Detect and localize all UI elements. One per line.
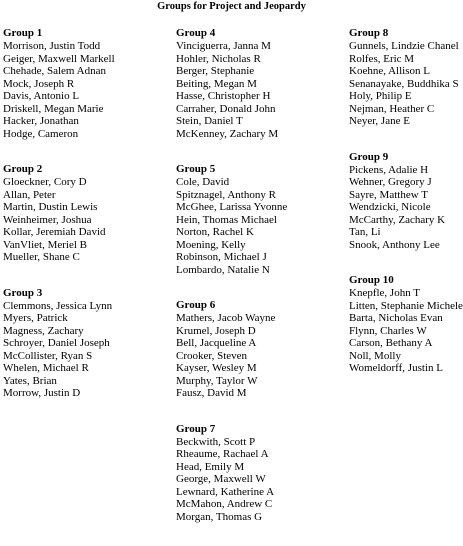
group-member: Vinciguerra, Janna M [176, 40, 271, 52]
column [349, 27, 463, 398]
group-member: Davis, Antonio L [3, 90, 80, 102]
group-member: Hasse, Christopher H [176, 90, 271, 102]
group-member: Wendzicki, Nicole [349, 201, 431, 213]
group-member: Mock, Joseph R [3, 77, 75, 90]
group-block [349, 151, 463, 252]
group-member: Murphy, Taylor W [176, 374, 258, 387]
group-member: Cole, David [176, 176, 230, 188]
group-member: Noll, Molly [349, 349, 401, 362]
group-member: Lewnard, Katherine A [176, 485, 275, 498]
group-heading: Group 2 [3, 163, 43, 175]
group-member: Rheaume, Rachael A [176, 448, 269, 460]
page-title: Groups for Project and Jeopardy [157, 1, 306, 12]
group-block [176, 423, 344, 524]
group-block [349, 274, 463, 375]
group-member: Head, Emily M [176, 460, 245, 473]
group-member: Koehne, Allison L [349, 65, 430, 77]
group-member: Allan, Peter [3, 188, 56, 201]
group-block [3, 163, 171, 264]
group-member: Kayser, Wesley M [176, 362, 257, 374]
group-member: Driskell, Megan Marie [3, 102, 104, 115]
group-member: Chehade, Salem Adnan [3, 65, 106, 77]
group-block [349, 27, 463, 128]
group-member: Norton, Rachel K [176, 226, 254, 238]
group-member: Magness, Zachary [3, 324, 84, 337]
group-member: Womeldorff, Justin L [349, 362, 443, 374]
group-heading: Group 5 [176, 163, 216, 175]
group-member: Martin, Dustin Lewis [3, 201, 98, 213]
group-heading: Group 6 [176, 299, 216, 311]
group-member: Bell, Jacqueline A [176, 337, 257, 349]
group-member: McCollister, Ryan S [3, 349, 93, 362]
group-member: Berger, Stephanie [176, 65, 255, 77]
group-member: Hodge, Cameron [3, 127, 79, 140]
group-member: Hacker, Jonathan [3, 115, 79, 127]
group-member: Clemmons, Jessica Lynn [3, 299, 113, 312]
group-member: Morrow, Justin D [3, 387, 81, 399]
group-member: Myers, Patrick [3, 312, 68, 324]
group-member: Krumel, Joseph D [176, 324, 256, 337]
group-member: Stein, Daniel T [176, 115, 243, 127]
group-member: Whelen, Michael R [3, 362, 89, 374]
group-member: Tan, Li [349, 226, 381, 238]
group-member: Carraher, Donald John [176, 102, 276, 115]
group-heading: Group 9 [349, 150, 389, 163]
group-heading: Group 1 [3, 27, 43, 39]
group-heading: Group 8 [349, 27, 389, 39]
group-member: McGhee, Larissa Yvonne [176, 201, 288, 213]
group-member: Yates, Brian [3, 374, 57, 387]
group-member: Gunnels, Lindzie Chanel [349, 40, 459, 52]
group-heading: Group 10 [349, 274, 394, 286]
group-member: Carson, Bethany A [349, 337, 433, 349]
group-member: Geiger, Maxwell Markell [3, 52, 115, 65]
group-member: Litten, Stephanie Michele [349, 299, 463, 312]
group-heading: Group 7 [176, 422, 216, 435]
group-member: McKenney, Zachary M [176, 127, 279, 140]
group-member: Rolfes, Eric M [349, 52, 415, 65]
group-member: Neyer, Jane E [349, 115, 410, 127]
group-block [3, 287, 171, 400]
group-member: Wehner, Gregory J [349, 176, 432, 188]
group-member: Lombardo, Natalie N [176, 263, 270, 276]
group-member: Beiting, Megan M [176, 77, 257, 90]
group-member: Schroyer, Daniel Joseph [3, 337, 110, 349]
group-member: Robinson, Michael J [176, 251, 267, 263]
group-member: Pickens, Adalie H [349, 163, 429, 176]
group-heading: Group 3 [3, 286, 43, 299]
group-member: Holy, Philip E [349, 90, 412, 102]
group-member: Weinheimer, Joshua [3, 213, 92, 226]
group-member: Crooker, Steven [176, 349, 248, 362]
group-member: Moening, Kelly [176, 238, 246, 251]
group-member: Flynn, Charles W [349, 324, 427, 337]
group-member: Spitznagel, Anthony R [176, 188, 276, 201]
group-member: Snook, Anthony Lee [349, 238, 440, 251]
group-member: Morgan, Thomas G [176, 510, 263, 523]
group-member: Gloeckner, Cory D [3, 176, 87, 188]
group-member: Knepfle, John T [349, 287, 420, 299]
group-member: Hohler, Nicholas R [176, 52, 261, 65]
group-member: Kollar, Jeremiah David [3, 226, 106, 238]
group-member: George, Maxwell W [176, 473, 266, 485]
group-block [176, 299, 344, 400]
column [3, 27, 171, 423]
group-block [3, 27, 171, 140]
group-heading: Group 4 [176, 27, 216, 39]
column [176, 27, 344, 546]
group-member: Sayre, Matthew T [349, 188, 428, 201]
group-member: Fausz, David M [176, 387, 247, 399]
group-member: Mathers, Jacob Wayne [176, 312, 276, 324]
group-member: Hein, Thomas Michael [176, 213, 277, 226]
group-member: Barta, Nicholas Evan [349, 312, 443, 324]
group-member: Morrison, Justin Todd [3, 40, 101, 52]
group-block [176, 163, 344, 276]
group-member: VanVliet, Meriel B [3, 238, 88, 251]
group-member: Nejman, Heather C [349, 102, 435, 115]
group-block [176, 27, 344, 140]
group-member: Senanayake, Buddhika S [349, 77, 459, 90]
group-member: McMahon, Andrew C [176, 498, 273, 510]
group-member: McCarthy, Zachary K [349, 213, 446, 226]
group-member: Mueller, Shane C [3, 251, 80, 263]
group-member: Beckwith, Scott P [176, 435, 256, 448]
